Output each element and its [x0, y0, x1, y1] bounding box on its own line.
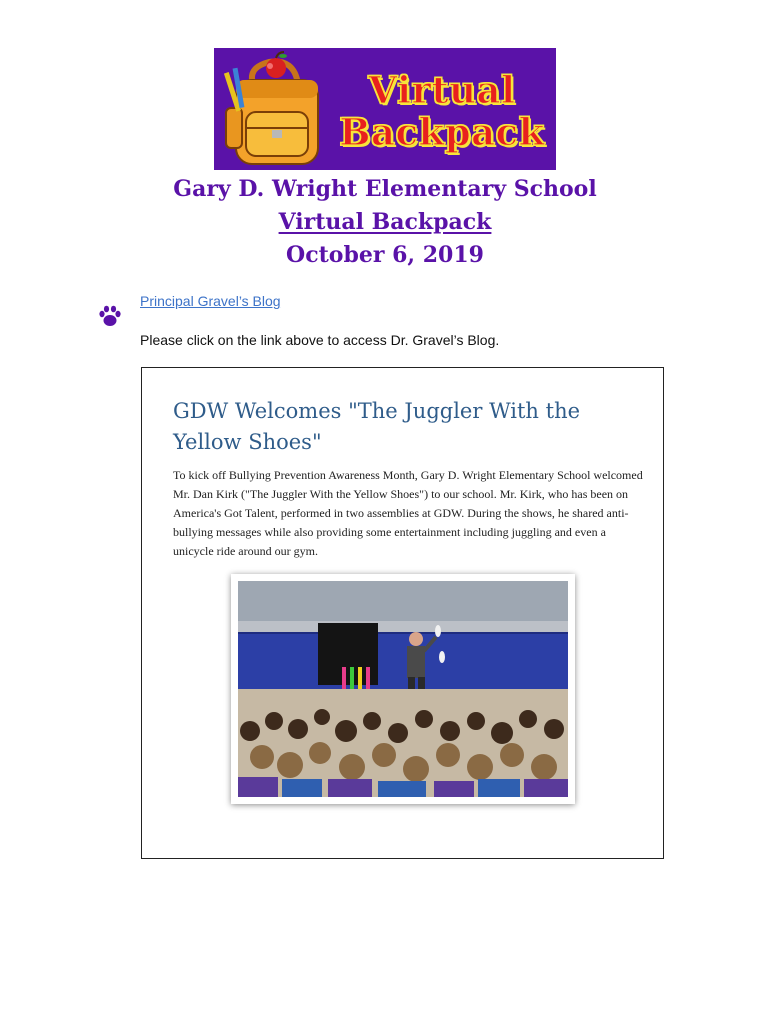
juggler-assembly-photo: [238, 581, 568, 797]
banner-title-line-2: Backpack: [339, 110, 545, 154]
blog-preview-frame: [141, 367, 664, 859]
newsletter-heading: [0, 209, 770, 235]
blog-post-photo: [231, 574, 575, 804]
principal-blog-link[interactable]: Principal Gravel’s Blog: [140, 293, 281, 309]
virtual-backpack-link[interactable]: Virtual Backpack: [278, 209, 492, 235]
paw-print-icon: [97, 303, 123, 329]
newsletter-date: October 6, 2019: [286, 242, 484, 268]
school-name: Gary D. Wright Elementary School: [173, 176, 597, 202]
blog-post-title: GDW Welcomes "The Juggler With the Yellow Shoes": [173, 399, 581, 454]
virtual-backpack-banner: [214, 48, 556, 170]
banner-title-line-1: Virtual: [368, 68, 516, 112]
blog-instruction: Please click on the link above to access Dr. Gravel’s Blog.: [140, 332, 500, 348]
blog-post-body: To kick off Bullying Prevention Awareness Month, Gary D. Wright Elementary School welcomed Mr. Dan Kirk ("The Juggler With the Yellow Shoes") to our school. Mr. Kirk, who has been on America's Got Talent, performed in two assemblies at GDW. During the shows, he shared anti-bullying messages while also providing some entertainment including juggling and even a unicycle ride around our gym.: [173, 468, 643, 558]
